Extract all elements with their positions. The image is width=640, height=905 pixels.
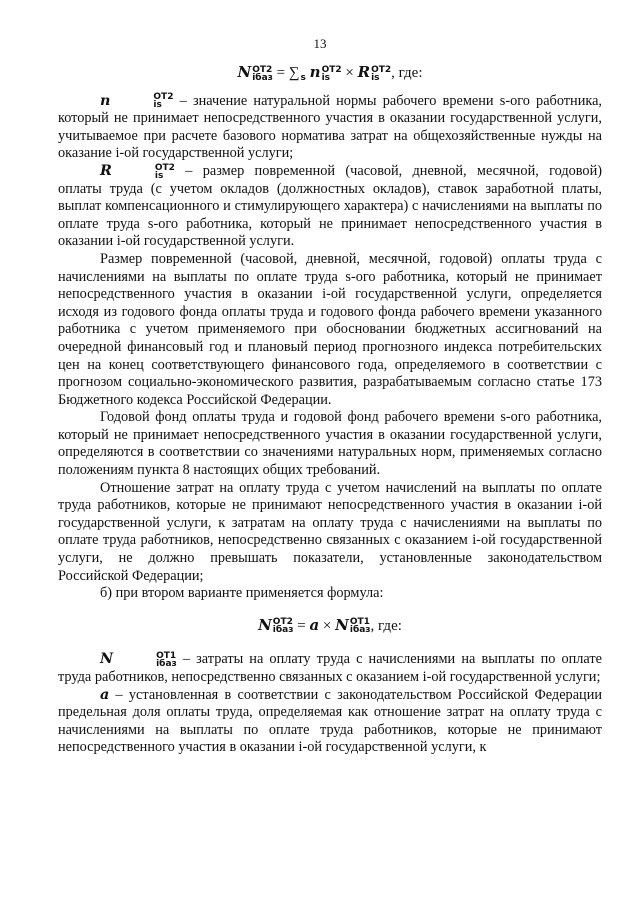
page-number: 13 (313, 36, 327, 51)
formula-tail: , где: (391, 65, 423, 81)
paragraph-salary-size: Размер повременной (часовой, дневной, месячной, годовой) оплаты труда с начислениями на выплаты по оплате труда s-ого работника, который не принимает непосредственного участия в оказании i-ой государственной услуги, определяется исходя из годового фонда оплаты труда и годового фонда рабочего времени указанного работника с учетом применяемого при обосновании бюджетных ассигнований на очередной финансовый год и плановый период прогнозного индекса потребительских цен на конец соответствующего финансового года, определяемого в соответствии с прогнозом социально-экономического развития, разрабатываемым согласно статье 173 Бюджетного кодекса Российской Федерации. (58, 250, 602, 408)
formula-sup: ОТ2 (272, 617, 293, 628)
formula-equals-sum: = ∑ (272, 65, 300, 81)
formula-sub: iбаз (349, 625, 371, 636)
formula-times: × (341, 65, 358, 81)
definition-n-ot1 (58, 651, 602, 686)
formula-nbaz-ot2 (58, 64, 602, 83)
definition-symbol: a (100, 686, 110, 703)
definition-symbol: R (100, 162, 112, 179)
formula-sub: is (321, 72, 331, 83)
formula-sub: is (154, 170, 164, 181)
definition-text: – значение натуральной нормы рабочего времени s-ого работника, который не принимает непосредственного участия в оказании государственной услуги, учитываемое при расчете базового норматива затрат на общехозяйственные нужды на оказание i-ой государственной услуги; (58, 92, 602, 162)
definition-text: – затраты на оплату труда с начислениями на выплаты по оплате труда работников, непосредственно связанных с оказанием i-ой государственной услуги; (58, 651, 602, 685)
formula-sup: ОТ2 (371, 64, 392, 75)
paragraph-annual-fund: Годовой фонд оплаты труда и годовой фонд рабочего времени s-ого работника, который не принимает непосредственного участия в оказании государственной услуги, определяются в соответствии со значениями натуральных норм, применяемых согласно положениям пункта 8 настоящих общих требований. (58, 409, 602, 479)
formula-symbol-n: N (258, 615, 272, 634)
formula-sub: iбаз (156, 659, 177, 670)
formula-sup: ОТ1 (156, 651, 177, 662)
paragraph-second-variant: б) при втором варианте применяется формула: (100, 585, 384, 602)
formula-sup: ОТ2 (252, 64, 273, 75)
formula-symbol-n: N (237, 63, 252, 81)
formula-symbol-a: a (309, 615, 320, 634)
definition-text: – размер повременной (часовой, дневной, месячной, годовой) оплаты труда (с учетом окладов (должностных окладов), ставок заработной платы, выплат компенсационного и стимулирующего характера) с начислениями на выплаты по оплате труда s-ого работника, который не принимает непосредственного участия в оказании i-ой государственной услуги. (58, 162, 602, 250)
formula-sup: ОТ2 (153, 92, 174, 103)
paragraph-cost-ratio: Отношение затрат на оплату труда с учетом начислений на выплаты по оплате труда работников, которые не принимают непосредственного участия в оказании i-ой государственной услуги, к затратам на оплату труда с начислениями на выплаты по оплате труда работников, непосредственно связанных с оказанием i-ой государственной услуги, не должно превышать показатели, установленные законодательством Российской Федерации; (58, 479, 602, 584)
definition-a (58, 687, 602, 757)
formula-sup: ОТ2 (321, 64, 342, 75)
definition-n-is (58, 93, 602, 163)
formula-nbaz-ot2-variant2 (58, 617, 602, 636)
formula-sub: is (153, 100, 162, 111)
formula-tail: , где: (370, 617, 402, 634)
definition-r-is (58, 163, 602, 251)
document-body (58, 64, 602, 757)
formula-equals: = (293, 617, 310, 634)
formula-sup: ОТ2 (154, 162, 175, 173)
definition-text: – установленная в соответствии с законодательством Российской Федерации предельная доля оплаты труда, определяемая как отношение затрат на оплату труда с начислениями на выплаты по оплате труда работников, которые не принимают непосредственного участия в оказании i-ой государственной услуги, к (58, 686, 602, 756)
formula-sum-index: s (300, 72, 306, 83)
formula-symbol-r: R (357, 63, 371, 81)
formula-sup: ОТ1 (349, 617, 370, 628)
formula-times: × (319, 617, 336, 634)
formula-symbol-n: N (335, 615, 349, 634)
formula-sub: iбаз (272, 625, 294, 636)
formula-sub: is (371, 72, 380, 83)
formula-sub: iбаз (252, 72, 273, 83)
definition-symbol: n (100, 92, 111, 109)
definition-symbol: N (100, 651, 114, 668)
formula-symbol-n-small: n (309, 63, 321, 81)
